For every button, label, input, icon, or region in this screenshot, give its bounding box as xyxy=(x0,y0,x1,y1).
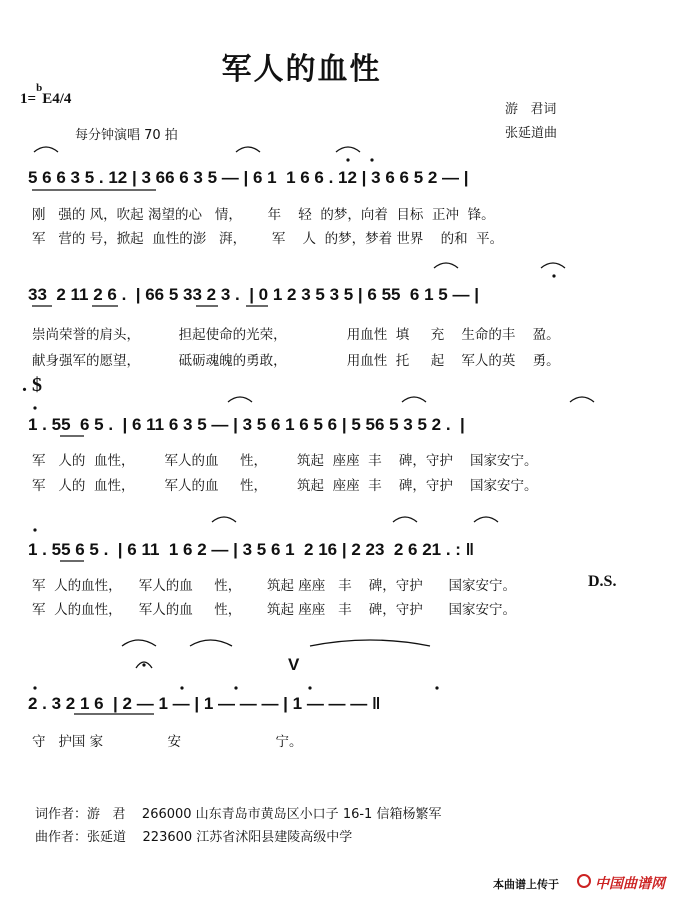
lyrics-line-1-verse-2: 军 营的 号，掀起 血性的澎 湃， 军 人 的梦，梦着 世界 的和 平。 xyxy=(32,231,504,247)
segno-sign: . $ xyxy=(22,374,42,396)
notation-line-2: 33 2 11 2 6 . | 66 5 33 2 3 . | 0 1 2 3 5 3 5 | 6 55 6 1 5 — | xyxy=(28,285,479,304)
slur xyxy=(212,517,236,522)
footer-lyricist: 词作者：游 君 266000 山东青岛市黄岛区小口子 16-1 信箱杨繁军 xyxy=(35,807,442,822)
ds-label: D.S. xyxy=(588,573,617,590)
key-text: E4/4 xyxy=(42,91,72,107)
slur xyxy=(434,263,458,268)
lyrics-line-2-verse-2: 献身强军的愿望， 砥砺魂魄的勇敢， 用血性 托 起 军人的英 勇。 xyxy=(32,353,560,369)
tempo-marking: 每分钟演唱 70 拍 xyxy=(75,128,178,143)
notation-line-1: 5 6 6 3 5 . 12 | 3 66 6 3 5 — | 6 1 1 6 6 . 12 | 3 6 6 5 2 — | xyxy=(28,168,469,187)
lyrics-line-4-verse-1: 军 人的血性， 军人的血 性， 筑起 座座 丰 碑，守护 国家安宁。 xyxy=(32,578,517,594)
slur xyxy=(393,517,417,522)
slur xyxy=(336,147,360,152)
footer-composer: 曲作者：张延道 223600 江苏省沭阳县建陵高级中学 xyxy=(35,830,353,845)
notation-line-3: 1 . 55 6 5 . | 6 11 6 3 5 — | 3 5 6 1 6 5 6 | 5 56 5 3 5 2 . | xyxy=(28,415,465,434)
lyrics-line-4-verse-2: 军 人的血性， 军人的血 性， 筑起 座座 丰 碑，守护 国家安宁。 xyxy=(32,602,517,618)
slur xyxy=(228,397,252,402)
lyricist-credit: 游 君词 xyxy=(505,102,557,117)
breath-mark: V xyxy=(288,655,300,674)
slur xyxy=(34,147,58,152)
notation-line-4: 1 . 55 6 5 . | 6 11 1 6 2 — | 3 5 6 1 2 16 | 2 23 2 6 21 . : ‖ xyxy=(28,540,475,559)
composer-credit: 张延道曲 xyxy=(505,126,558,141)
slur xyxy=(402,397,426,402)
slur xyxy=(190,640,232,646)
flat-sign: b xyxy=(36,82,43,94)
slur xyxy=(474,517,498,522)
key-prefix: 1= xyxy=(20,91,37,107)
upload-note: 本曲谱上传于 xyxy=(493,878,559,891)
slur xyxy=(570,397,594,402)
lyrics-line-3-verse-2: 军 人的 血性， 军人的血 性， 筑起 座座 丰 碑，守护 国家安宁。 xyxy=(32,478,538,494)
slur xyxy=(310,640,430,646)
brand-logo-text[interactable]: 中国曲谱网 xyxy=(595,876,665,892)
notation-line-5: 2 . 3 2 1 6 | 2 — 1 — | 1 — — — | 1 — — — ‖ xyxy=(28,694,381,713)
lyrics-line-1-verse-1: 刚 强的 风，吹起 渴望的心 情， 年 轻 的梦，向着 目标 正冲 锋。 xyxy=(32,207,495,223)
page-title: 军人的血性 xyxy=(221,52,382,87)
brand-logo-icon xyxy=(577,874,591,888)
slur xyxy=(541,263,565,268)
slur xyxy=(122,640,156,646)
slur xyxy=(236,147,260,152)
lyrics-line-5: 守 护国 家 安 宁。 xyxy=(32,734,303,750)
lyrics-line-3-verse-1: 军 人的 血性， 军人的血 性， 筑起 座座 丰 碑，守护 国家安宁。 xyxy=(32,453,538,469)
lyrics-line-2-verse-1: 崇尚荣誉的肩头， 担起使命的光荣， 用血性 填 充 生命的丰 盈。 xyxy=(32,327,560,343)
